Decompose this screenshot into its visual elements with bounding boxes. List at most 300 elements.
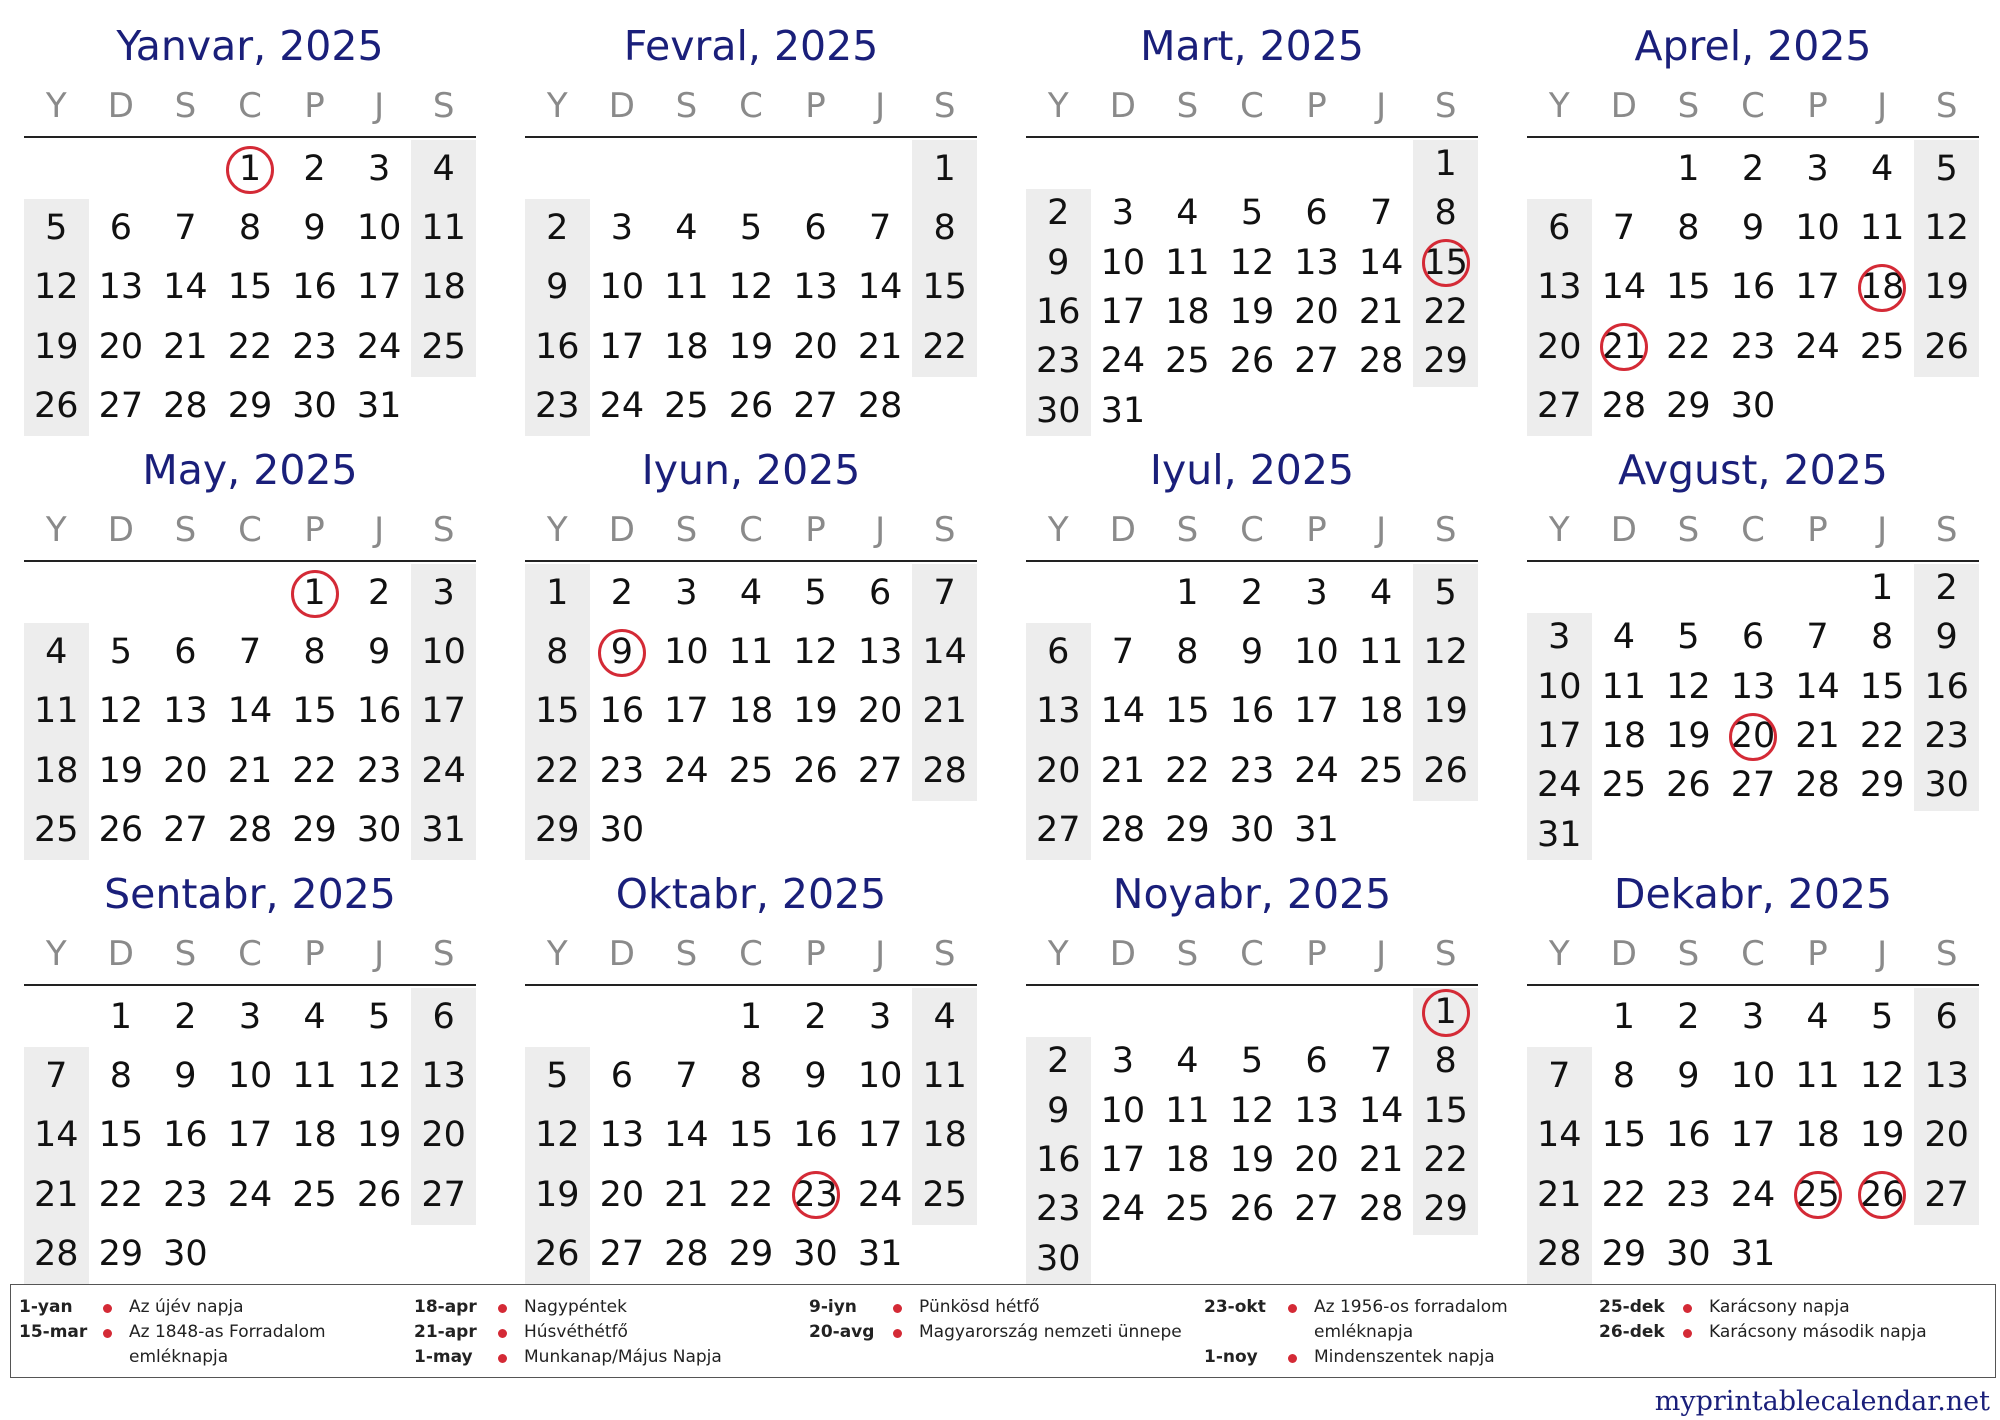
day-cell: 13 xyxy=(1036,691,1081,732)
day-cell: 5 xyxy=(1240,193,1264,234)
day-cell: 28 xyxy=(1100,809,1146,850)
month-title: Iyul, 2025 xyxy=(1149,446,1355,494)
day-cell: 8 xyxy=(303,632,326,673)
day-cell: 3 xyxy=(1305,573,1328,613)
legend-holiday-name: Munkanap/Május Napja xyxy=(524,1347,722,1367)
month-title: Sentabr, 2025 xyxy=(104,870,396,918)
weekday-header xyxy=(1026,926,1478,982)
day-cell: 11 xyxy=(728,632,774,673)
day-cell: 6 xyxy=(1741,617,1765,658)
day-cell: 27 xyxy=(1924,1174,1969,1215)
day-cell: 10 xyxy=(857,1056,903,1097)
day-cell: 17 xyxy=(857,1115,903,1156)
day-cell: 13 xyxy=(163,691,208,732)
day-cell: 10 xyxy=(421,632,466,673)
bullet-dot-icon xyxy=(498,1329,507,1338)
day-cell: 20 xyxy=(1294,1140,1339,1180)
day-cell: 23 xyxy=(1229,750,1275,791)
day-cell: 19 xyxy=(98,750,144,791)
day-cell: 24 xyxy=(1294,750,1339,791)
weekday-label: D xyxy=(107,934,134,974)
day-cell: 29 xyxy=(98,1233,144,1274)
day-cell: 9 xyxy=(174,1056,197,1097)
day-cell: 30 xyxy=(292,385,337,426)
weekday-label: P xyxy=(1306,934,1327,974)
day-cell: 21 xyxy=(664,1174,709,1215)
day-cell: 16 xyxy=(1730,267,1776,308)
day-cell: 4 xyxy=(739,573,763,613)
month-title: Oktabr, 2025 xyxy=(615,870,887,918)
day-cell: 26 xyxy=(728,385,774,426)
legend-item xyxy=(809,1295,1194,1320)
bullet-dot-icon xyxy=(103,1304,112,1313)
bullet-dot-icon xyxy=(1288,1354,1297,1363)
day-cell: 4 xyxy=(675,208,698,249)
day-cell: 6 xyxy=(1305,193,1328,234)
day-cell: 6 xyxy=(610,1056,633,1097)
day-cell: 15 xyxy=(98,1115,144,1156)
day-cell: 19 xyxy=(1229,292,1275,332)
weekday-label: C xyxy=(739,934,763,974)
header-divider xyxy=(1026,136,1478,138)
legend-holiday-name: Az 1848-as Forradalom emléknapja xyxy=(129,1322,326,1367)
day-cell: 31 xyxy=(356,385,402,426)
day-cell: 22 xyxy=(1165,750,1210,791)
legend-holiday-name: Karácsony második napja xyxy=(1709,1322,1927,1342)
day-cell: 1 xyxy=(1176,573,1199,613)
weekday-label: C xyxy=(238,934,262,974)
holiday-day: 21 xyxy=(1592,318,1657,377)
day-cell: 8 xyxy=(1612,1056,1635,1097)
day-cell: 20 xyxy=(857,691,903,732)
day-cell: 24 xyxy=(421,750,466,791)
day-cell: 24 xyxy=(1795,326,1840,367)
day-cell: 22 xyxy=(1666,326,1711,367)
holiday-day: 1 xyxy=(1413,988,1478,1037)
day-cell: 19 xyxy=(1859,1115,1905,1156)
day-cell: 31 xyxy=(1294,809,1339,850)
weekday-label: J xyxy=(1376,934,1387,974)
legend-item xyxy=(809,1320,1194,1345)
weekday-label: P xyxy=(1807,934,1828,974)
day-cell: 11 xyxy=(1601,666,1647,707)
weekday-label: Y xyxy=(1548,86,1570,126)
weekday-label: C xyxy=(238,510,262,550)
weekday-label: P xyxy=(805,934,826,974)
day-cell: 19 xyxy=(356,1115,402,1156)
legend-date: 15-mar xyxy=(19,1322,88,1342)
day-cell: 6 xyxy=(1305,1041,1328,1082)
day-cell: 16 xyxy=(292,267,337,308)
day-cell: 1 xyxy=(1870,568,1894,608)
legend-holiday-name: Az újév napja xyxy=(129,1297,244,1317)
day-cell: 12 xyxy=(1666,666,1711,707)
bullet-dot-icon xyxy=(498,1354,507,1363)
day-cell: 4 xyxy=(1176,193,1199,234)
day-cell: 7 xyxy=(238,632,262,673)
weekday-label: S xyxy=(675,86,698,126)
day-cell: 27 xyxy=(1730,765,1776,806)
day-cell: 20 xyxy=(98,326,144,367)
day-cell: 1 xyxy=(933,149,956,189)
day-cell: 21 xyxy=(1358,292,1404,332)
weekday-label: Y xyxy=(45,86,67,126)
day-cell: 14 xyxy=(1795,666,1840,707)
header-divider xyxy=(525,136,977,138)
day-cell: 5 xyxy=(1935,149,1958,189)
day-cell: 15 xyxy=(535,691,580,732)
legend-date: 21-apr xyxy=(414,1322,477,1342)
weekday-label: S xyxy=(432,510,455,550)
day-cell: 30 xyxy=(1036,1238,1081,1279)
day-cell: 29 xyxy=(1423,341,1468,382)
day-cell: 16 xyxy=(1229,691,1275,732)
month-days xyxy=(525,988,977,1284)
weekday-label: C xyxy=(1741,86,1765,126)
day-cell: 12 xyxy=(34,267,79,308)
day-cell: 2 xyxy=(610,573,633,613)
legend-item xyxy=(1599,1320,1984,1345)
day-cell: 26 xyxy=(34,385,79,426)
day-cell: 20 xyxy=(599,1174,645,1215)
weekday-label: S xyxy=(174,86,197,126)
day-cell: 12 xyxy=(356,1056,402,1097)
day-cell: 20 xyxy=(793,326,838,367)
weekday-label: J xyxy=(374,86,385,126)
day-cell: 9 xyxy=(1741,208,1765,249)
day-cell: 23 xyxy=(599,750,645,791)
legend-column xyxy=(1599,1295,1984,1345)
weekday-label: D xyxy=(608,510,635,550)
day-cell: 4 xyxy=(933,997,956,1037)
weekday-header xyxy=(525,926,977,982)
weekday-label: P xyxy=(304,934,325,974)
day-cell: 1 xyxy=(109,997,132,1037)
day-cell: 27 xyxy=(1294,341,1339,382)
weekday-label: C xyxy=(1741,934,1765,974)
day-cell: 6 xyxy=(174,632,197,673)
site-watermark[interactable]: myprintablecalendar.net xyxy=(1654,1386,1990,1417)
weekday-label: S xyxy=(432,86,455,126)
day-cell: 12 xyxy=(728,267,774,308)
weekday-label: Y xyxy=(546,934,568,974)
day-cell: 30 xyxy=(163,1233,208,1274)
weekday-label: P xyxy=(1807,510,1828,550)
day-cell: 24 xyxy=(599,385,645,426)
day-cell: 30 xyxy=(1229,809,1275,850)
weekday-label: D xyxy=(1610,934,1637,974)
day-cell: 29 xyxy=(535,809,580,850)
day-cell: 8 xyxy=(1677,208,1700,249)
day-cell: 2 xyxy=(303,149,326,189)
month-days xyxy=(525,140,977,436)
day-cell: 6 xyxy=(1935,997,1958,1037)
day-cell: 15 xyxy=(292,691,337,732)
day-cell: 22 xyxy=(535,750,580,791)
day-cell: 29 xyxy=(292,809,337,850)
day-cell: 26 xyxy=(1229,341,1275,382)
day-cell: 16 xyxy=(535,326,580,367)
day-cell: 29 xyxy=(728,1233,774,1274)
day-cell: 11 xyxy=(1795,1056,1840,1097)
day-cell: 21 xyxy=(857,326,903,367)
day-cell: 15 xyxy=(728,1115,774,1156)
weekday-label: P xyxy=(1306,86,1327,126)
legend-column xyxy=(414,1295,799,1370)
weekday-label: D xyxy=(107,86,134,126)
day-cell: 19 xyxy=(535,1174,580,1215)
day-cell: 3 xyxy=(1111,1041,1134,1082)
holiday-day: 23 xyxy=(783,1166,848,1225)
day-cell: 27 xyxy=(98,385,144,426)
day-cell: 14 xyxy=(922,632,967,673)
day-cell: 13 xyxy=(421,1056,466,1097)
day-cell: 14 xyxy=(163,267,208,308)
day-cell: 14 xyxy=(857,267,903,308)
day-cell: 25 xyxy=(922,1174,967,1215)
day-cell: 16 xyxy=(1036,1140,1081,1180)
day-cell: 17 xyxy=(664,691,709,732)
day-cell: 23 xyxy=(1036,1189,1081,1230)
day-cell: 4 xyxy=(303,997,326,1037)
weekday-label: C xyxy=(238,86,262,126)
day-cell: 11 xyxy=(421,208,466,249)
month-title: Iyun, 2025 xyxy=(641,446,861,494)
weekday-header xyxy=(24,502,476,558)
day-cell: 18 xyxy=(664,326,709,367)
header-divider xyxy=(24,560,476,562)
day-cell: 19 xyxy=(1666,716,1711,756)
day-cell: 6 xyxy=(1047,632,1070,673)
day-cell: 26 xyxy=(356,1174,402,1215)
month-title: Noyabr, 2025 xyxy=(1112,870,1392,918)
day-cell: 29 xyxy=(1165,809,1210,850)
day-cell: 15 xyxy=(922,267,967,308)
day-cell: 27 xyxy=(857,750,903,791)
legend-item xyxy=(414,1320,799,1345)
day-cell: 28 xyxy=(227,809,273,850)
month-days xyxy=(1026,140,1478,436)
day-cell: 10 xyxy=(1100,1090,1146,1131)
weekday-label: S xyxy=(1434,510,1457,550)
day-cell: 27 xyxy=(1537,385,1582,426)
day-cell: 3 xyxy=(1111,193,1134,234)
day-cell: 10 xyxy=(227,1056,273,1097)
weekday-label: Y xyxy=(1047,86,1069,126)
day-cell: 1 xyxy=(739,997,763,1037)
day-cell: 12 xyxy=(793,632,838,673)
day-cell: 22 xyxy=(1601,1174,1647,1215)
holiday-day: 1 xyxy=(282,564,347,623)
day-cell: 12 xyxy=(1423,632,1468,673)
day-cell: 10 xyxy=(356,208,402,249)
legend-item xyxy=(1599,1295,1984,1320)
weekday-label: D xyxy=(608,934,635,974)
day-cell: 3 xyxy=(1741,997,1765,1037)
day-cell: 16 xyxy=(599,691,645,732)
day-cell: 11 xyxy=(922,1056,967,1097)
day-cell: 10 xyxy=(1730,1056,1776,1097)
legend-date: 1-may xyxy=(414,1347,473,1367)
day-cell: 2 xyxy=(1741,149,1765,189)
day-cell: 19 xyxy=(34,326,79,367)
day-cell: 8 xyxy=(1176,632,1199,673)
month-days xyxy=(24,988,476,1284)
day-cell: 2 xyxy=(1240,573,1264,613)
day-cell: 1 xyxy=(1612,997,1635,1037)
legend-column xyxy=(809,1295,1194,1345)
weekday-label: J xyxy=(1877,934,1888,974)
header-divider xyxy=(525,560,977,562)
day-cell: 14 xyxy=(1358,242,1404,283)
header-divider xyxy=(24,984,476,986)
month-days xyxy=(24,564,476,860)
holiday-day: 25 xyxy=(1785,1166,1850,1225)
day-cell: 25 xyxy=(1601,765,1647,806)
day-cell: 21 xyxy=(1537,1174,1582,1215)
day-cell: 14 xyxy=(34,1115,79,1156)
day-cell: 30 xyxy=(1036,390,1081,431)
weekday-label: P xyxy=(304,510,325,550)
legend-date: 1-noy xyxy=(1204,1347,1258,1367)
day-cell: 18 xyxy=(1795,1115,1840,1156)
day-cell: 25 xyxy=(1358,750,1404,791)
day-cell: 7 xyxy=(1369,193,1393,234)
day-cell: 3 xyxy=(367,149,391,189)
day-cell: 25 xyxy=(1165,341,1210,382)
day-cell: 22 xyxy=(1859,716,1905,756)
day-cell: 29 xyxy=(1859,765,1905,806)
day-cell: 25 xyxy=(664,385,709,426)
day-cell: 30 xyxy=(599,809,645,850)
day-cell: 22 xyxy=(728,1174,774,1215)
weekday-label: D xyxy=(1610,86,1637,126)
day-cell: 5 xyxy=(739,208,763,249)
day-cell: 15 xyxy=(227,267,273,308)
day-cell: 7 xyxy=(868,208,892,249)
day-cell: 8 xyxy=(546,632,569,673)
header-divider xyxy=(1026,560,1478,562)
legend-holiday-name: Húsvéthétfő xyxy=(524,1322,628,1342)
weekday-header xyxy=(1527,502,1979,558)
day-cell: 25 xyxy=(292,1174,337,1215)
bullet-dot-icon xyxy=(498,1304,507,1313)
day-cell: 1 xyxy=(1677,149,1700,189)
day-cell: 27 xyxy=(163,809,208,850)
day-cell: 3 xyxy=(432,573,455,613)
day-cell: 4 xyxy=(432,149,455,189)
legend-item xyxy=(1204,1295,1589,1345)
month-days xyxy=(1026,988,1478,1284)
weekday-label: J xyxy=(374,510,385,550)
day-cell: 3 xyxy=(1806,149,1829,189)
weekday-label: J xyxy=(1877,86,1888,126)
legend-date: 25-dek xyxy=(1599,1297,1665,1317)
day-cell: 11 xyxy=(1859,208,1905,249)
day-cell: 13 xyxy=(857,632,903,673)
day-cell: 18 xyxy=(728,691,774,732)
weekday-label: S xyxy=(1434,86,1457,126)
day-cell: 20 xyxy=(1294,292,1339,332)
day-cell: 28 xyxy=(163,385,208,426)
day-cell: 25 xyxy=(1165,1189,1210,1230)
day-cell: 23 xyxy=(292,326,337,367)
day-cell: 21 xyxy=(922,691,967,732)
day-cell: 27 xyxy=(1036,809,1081,850)
day-cell: 6 xyxy=(432,997,455,1037)
day-cell: 13 xyxy=(1294,1090,1339,1131)
legend-holiday-name: Mindenszentek napja xyxy=(1314,1347,1495,1367)
weekday-label: P xyxy=(805,86,826,126)
day-cell: 8 xyxy=(933,208,956,249)
day-cell: 4 xyxy=(1612,617,1635,658)
day-cell: 11 xyxy=(664,267,709,308)
day-cell: 27 xyxy=(421,1174,466,1215)
day-cell: 11 xyxy=(1165,242,1210,283)
day-cell: 7 xyxy=(1548,1056,1571,1097)
month-title: Mart, 2025 xyxy=(1140,22,1364,70)
day-cell: 24 xyxy=(1100,1189,1146,1230)
weekday-label: S xyxy=(1677,934,1700,974)
weekday-label: S xyxy=(1677,510,1700,550)
weekday-label: D xyxy=(1109,86,1136,126)
day-cell: 17 xyxy=(599,326,645,367)
day-cell: 26 xyxy=(1229,1189,1275,1230)
day-cell: 2 xyxy=(1047,1041,1070,1082)
day-cell: 11 xyxy=(1165,1090,1210,1131)
legend-item xyxy=(414,1295,799,1320)
day-cell: 13 xyxy=(1537,267,1582,308)
day-cell: 1 xyxy=(546,573,569,613)
day-cell: 28 xyxy=(857,385,903,426)
weekday-label: P xyxy=(805,510,826,550)
weekday-label: S xyxy=(174,510,197,550)
day-cell: 31 xyxy=(1537,814,1582,855)
day-cell: 10 xyxy=(1795,208,1840,249)
header-divider xyxy=(1026,984,1478,986)
day-cell: 21 xyxy=(163,326,208,367)
day-cell: 16 xyxy=(1666,1115,1711,1156)
day-cell: 17 xyxy=(1730,1115,1776,1156)
weekday-label: S xyxy=(933,510,956,550)
weekday-label: C xyxy=(1240,934,1264,974)
day-cell: 29 xyxy=(1601,1233,1647,1274)
day-cell: 29 xyxy=(227,385,273,426)
day-cell: 20 xyxy=(421,1115,466,1156)
month-days xyxy=(24,140,476,436)
day-cell: 14 xyxy=(664,1115,709,1156)
day-cell: 2 xyxy=(546,208,569,249)
month-title: Fevral, 2025 xyxy=(623,22,879,70)
day-cell: 8 xyxy=(739,1056,763,1097)
day-cell: 3 xyxy=(238,997,262,1037)
day-cell: 5 xyxy=(109,632,132,673)
day-cell: 9 xyxy=(1935,617,1958,658)
day-cell: 19 xyxy=(728,326,774,367)
day-cell: 16 xyxy=(793,1115,838,1156)
day-cell: 10 xyxy=(1294,632,1339,673)
day-cell: 21 xyxy=(1358,1140,1404,1180)
day-cell: 28 xyxy=(922,750,967,791)
weekday-label: Y xyxy=(546,510,568,550)
month-days xyxy=(1527,140,1979,436)
day-cell: 7 xyxy=(1111,632,1134,673)
day-cell: 16 xyxy=(1924,666,1969,707)
holiday-day: 15 xyxy=(1413,239,1478,288)
day-cell: 24 xyxy=(356,326,402,367)
day-cell: 8 xyxy=(1434,1041,1457,1082)
day-cell: 23 xyxy=(163,1174,208,1215)
